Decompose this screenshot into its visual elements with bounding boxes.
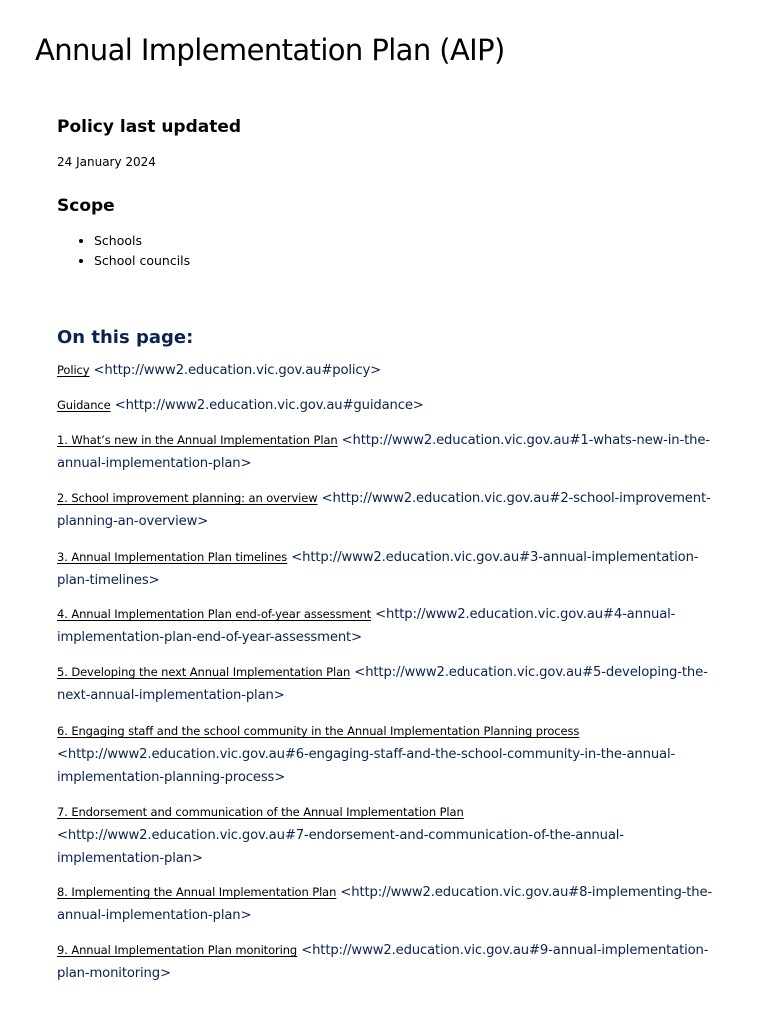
toc-item-2 [57, 487, 717, 533]
toc-link-7[interactable]: 7. Endorsement and communication of the Annual Implementation Plan [57, 805, 464, 819]
scope-item-school-councils: • School councils [94, 251, 190, 271]
toc-link-2[interactable]: 2. School improvement planning: an overview [57, 491, 318, 505]
toc-item-8 [57, 881, 717, 927]
toc-item-guidance [57, 394, 717, 417]
toc-link-1[interactable]: 1. What’s new in the Annual Implementation Plan [57, 433, 338, 447]
scope-list [57, 231, 190, 271]
toc-link-policy[interactable]: Policy [57, 363, 90, 377]
toc-url: <http://www2.education.vic.gov.au#4-annual-implementation-plan-end-of-year-assessment> [57, 607, 676, 645]
toc-item-1 [57, 429, 717, 475]
scope-item-schools: • Schools [94, 231, 190, 251]
toc-item-3 [57, 546, 717, 592]
toc-link-4[interactable]: 4. Annual Implementation Plan end-of-year assessment [57, 607, 372, 621]
toc-url: <http://www2.education.vic.gov.au#6-engaging-staff-and-the-school-community-in-the-annual-implementation-planning-process> [57, 747, 676, 785]
page-title: Annual Implementation Plan (AIP) [35, 33, 505, 67]
policy-updated-date: 24 January 2024 [57, 155, 156, 169]
toc-url: <http://www2.education.vic.gov.au#7-endorsement-and-communication-of-the-annual-implementation-plan> [57, 828, 624, 866]
toc-item-7 [57, 801, 717, 870]
toc-url: <http://www2.education.vic.gov.au#1-whats-new-in-the-annual-implementation-plan> [57, 433, 710, 471]
toc-link-3[interactable]: 3. Annual Implementation Plan timelines [57, 550, 288, 564]
toc-link-guidance[interactable]: Guidance [57, 398, 111, 412]
on-this-page-heading: On this page: [57, 327, 194, 348]
toc-url: <http://www2.education.vic.gov.au#2-school-improvement-planning-an-overview> [57, 491, 711, 529]
toc-link-8[interactable]: 8. Implementing the Annual Implementation Plan [57, 885, 337, 899]
toc-item-5 [57, 661, 717, 707]
toc-url: <http://www2.education.vic.gov.au#8-implementing-the-annual-implementation-plan> [57, 885, 713, 923]
toc-url: <http://www2.education.vic.gov.au#3-annual-implementation-plan-timelines> [57, 550, 699, 588]
toc-url: <http://www2.education.vic.gov.au#9-annual-implementation-plan-monitoring> [57, 943, 709, 981]
toc-url: <http://www2.education.vic.gov.au#guidance> [114, 398, 424, 413]
toc-link-9[interactable]: 9. Annual Implementation Plan monitoring [57, 943, 298, 957]
toc-item-4 [57, 603, 717, 649]
scope-heading: Scope [57, 196, 115, 216]
toc-url: <http://www2.education.vic.gov.au#5-developing-the-next-annual-implementation-plan> [57, 665, 708, 703]
toc-item-6 [57, 720, 717, 789]
policy-updated-heading: Policy last updated [57, 117, 242, 137]
toc-link-6[interactable]: 6. Engaging staff and the school community in the Annual Implementation Planning process [57, 724, 580, 738]
toc-item-9 [57, 939, 717, 985]
toc-item-policy [57, 359, 717, 382]
toc-link-5[interactable]: 5. Developing the next Annual Implementation Plan [57, 665, 351, 679]
toc-url: <http://www2.education.vic.gov.au#policy> [93, 363, 382, 378]
